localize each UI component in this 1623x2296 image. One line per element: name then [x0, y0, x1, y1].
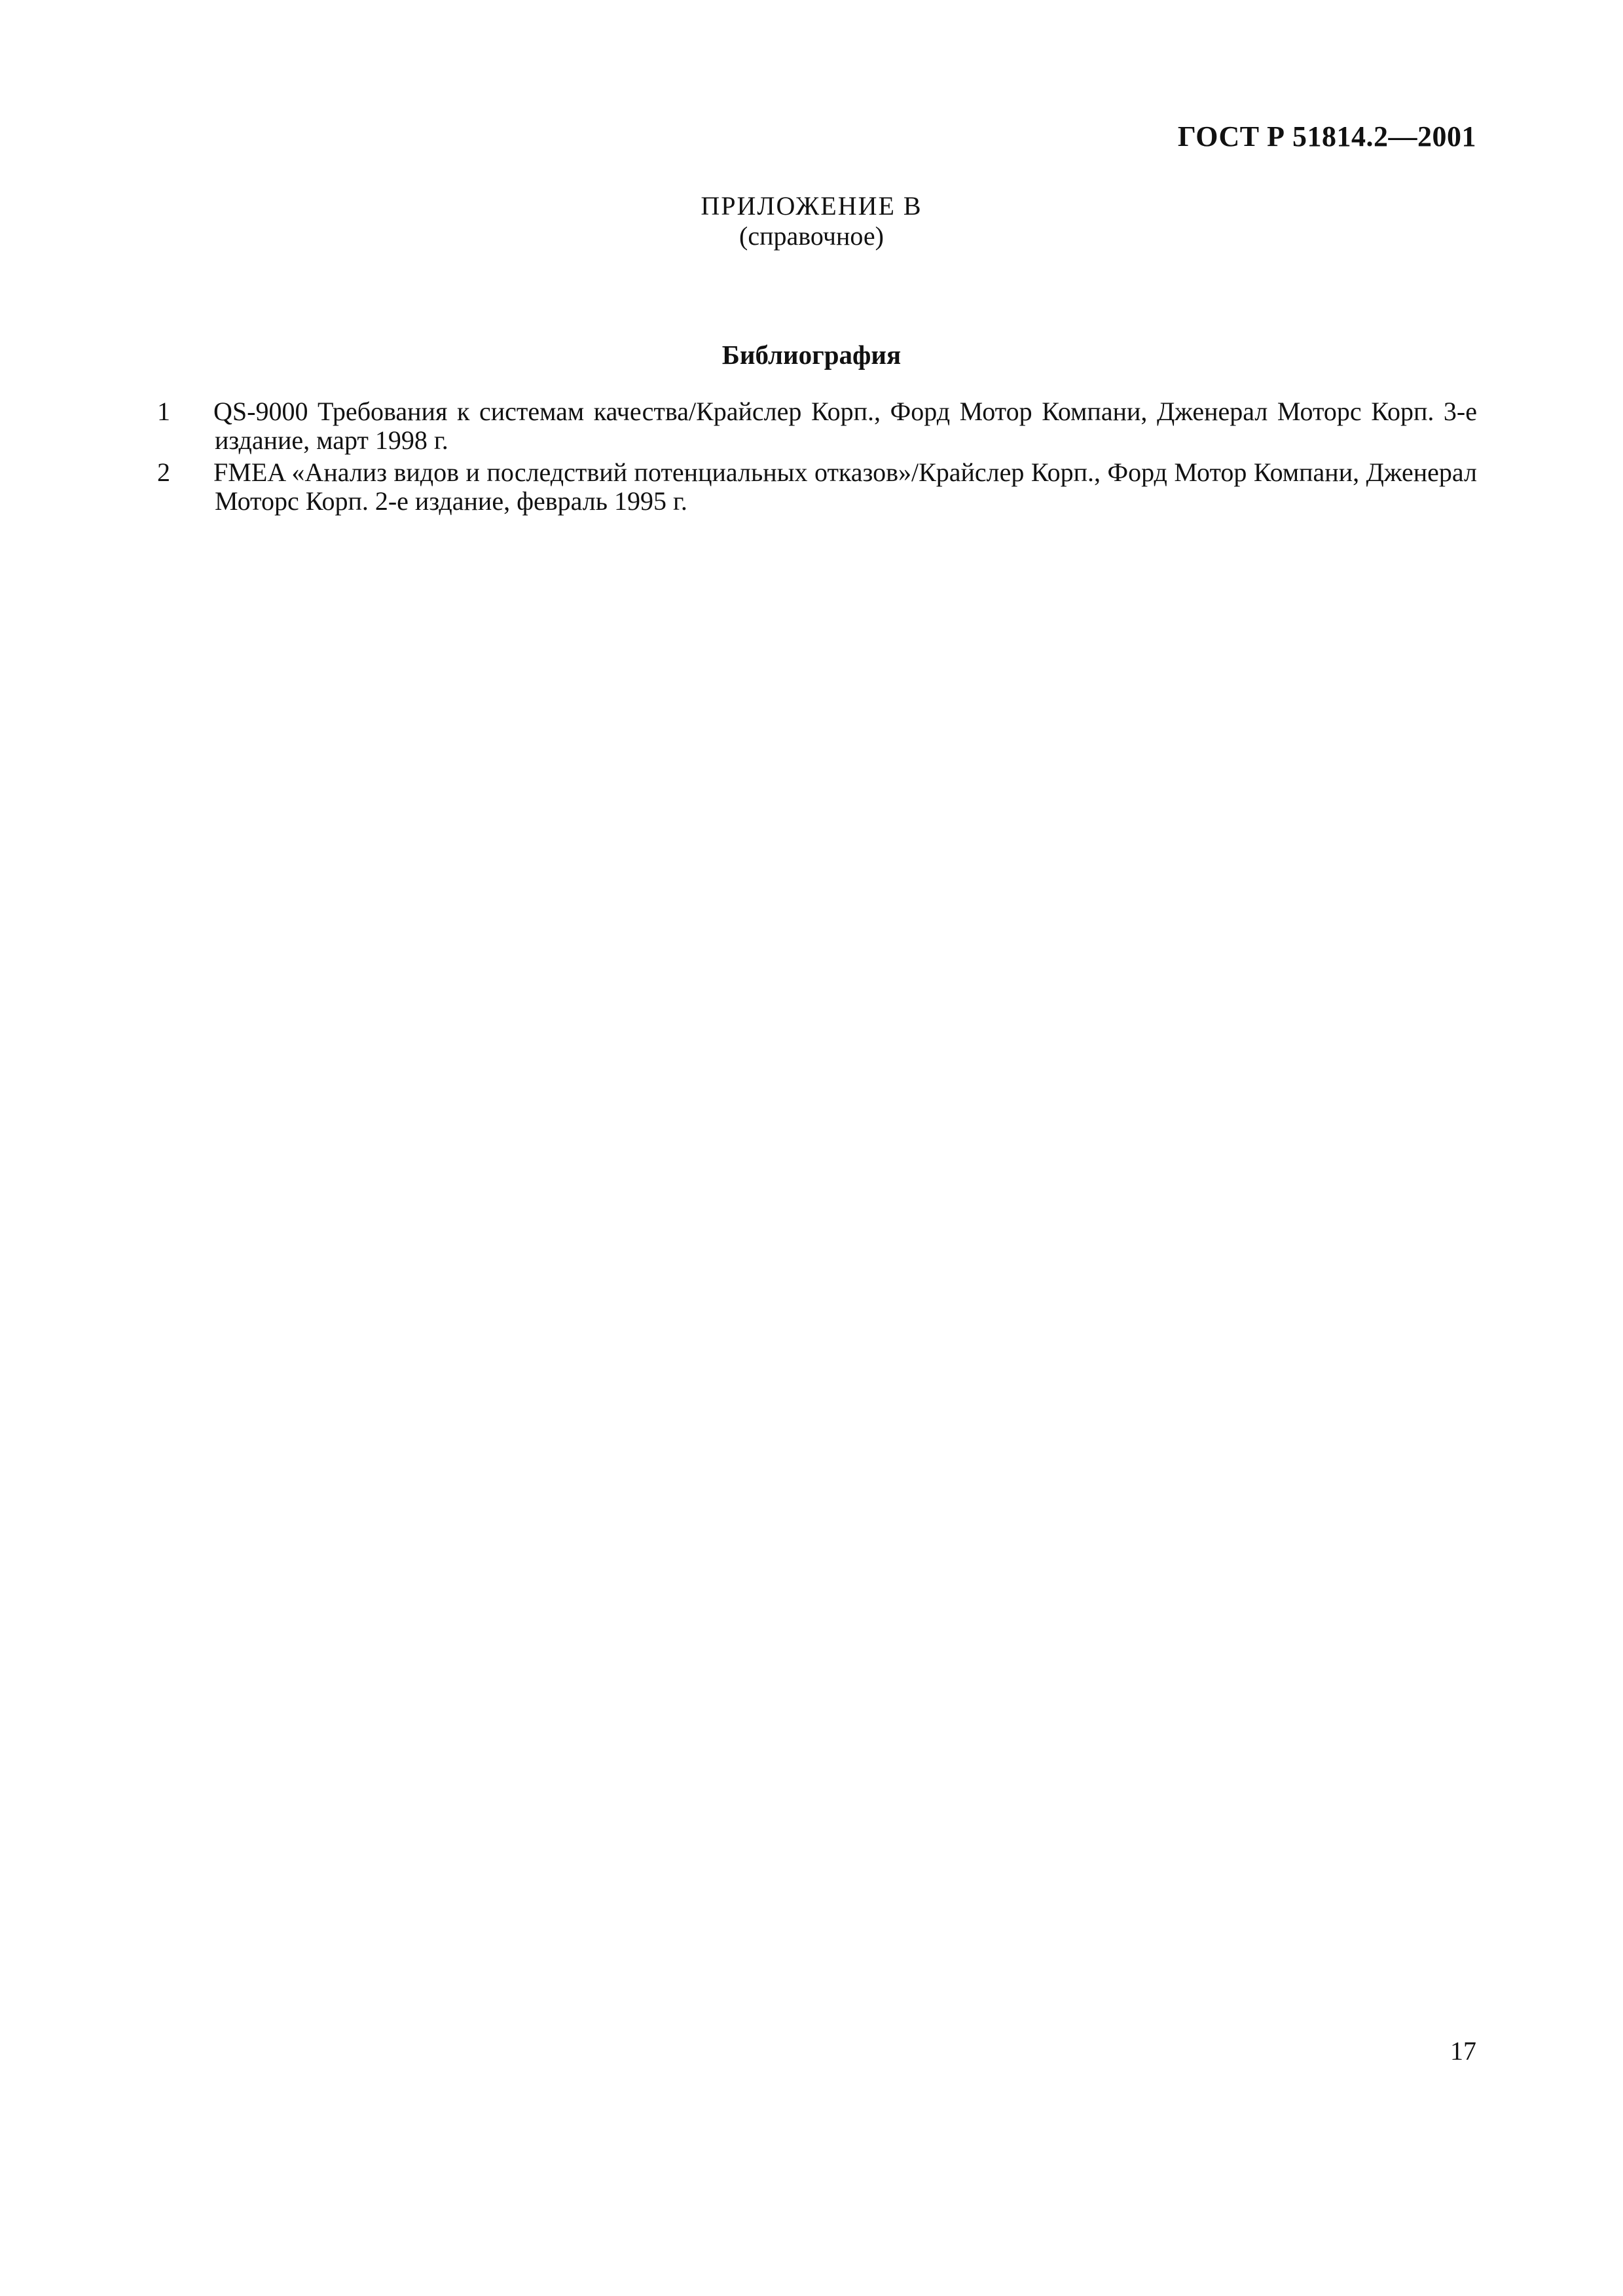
bibliography-entry-number: 1 — [157, 397, 170, 426]
bibliography-heading: Библиография — [721, 340, 902, 370]
bibliography-entry-1 — [157, 397, 1477, 455]
page-number: 17 — [1450, 2036, 1476, 2066]
appendix-heading — [0, 191, 1623, 251]
bibliography-entry-text: QS-9000 Требования к системам качества/Крайслер Корп., Форд Мотор Компани, Дженерал Моторс Корп. 3-е издание, март 1998 г. — [213, 397, 1477, 455]
appendix-type: (справочное) — [739, 221, 884, 251]
bibliography-entry-text: FMEA «Анализ видов и последствий потенциальных отказов»/Крайслер Корп., Форд Мотор Компани, Дженерал Моторс Корп. 2-е издание, февраль 1995 г. — [213, 457, 1477, 516]
bibliography-entry-2 — [157, 458, 1477, 516]
document-code: ГОСТ Р 51814.2—2001 — [1177, 120, 1476, 152]
appendix-title: ПРИЛОЖЕНИЕ В — [701, 191, 922, 221]
bibliography-list — [157, 397, 1477, 516]
bibliography-entry-number: 2 — [157, 457, 170, 487]
